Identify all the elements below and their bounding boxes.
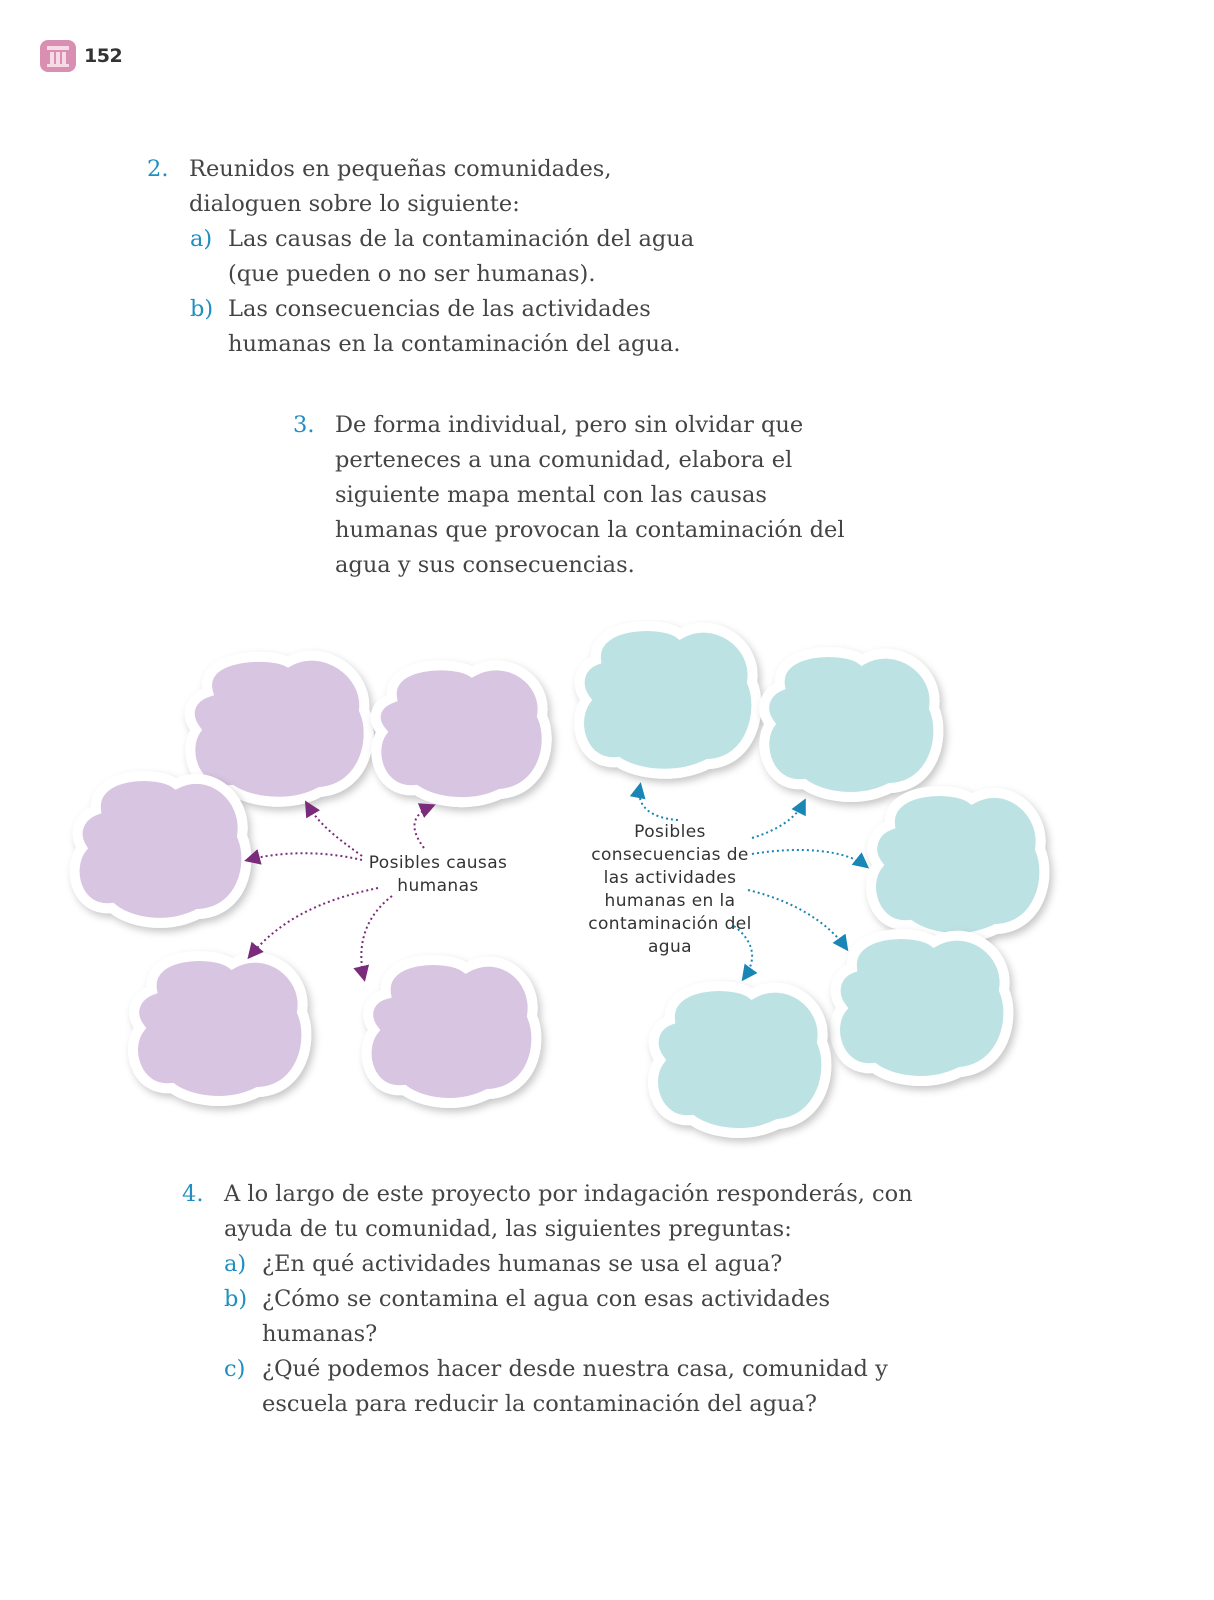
page-number: 152 <box>84 45 123 67</box>
subitem-text-line: Las causas de la contaminación del agua <box>228 226 695 252</box>
mind-map <box>0 620 1214 1160</box>
consequences-label-line: agua <box>647 937 692 957</box>
item-text-line: ayuda de tu comunidad, las siguientes preguntas: <box>224 1216 792 1242</box>
item-text-line: agua y sus consecuencias. <box>335 552 635 578</box>
pink-glyph-icon <box>40 40 76 72</box>
consequence-cloud-2[interactable] <box>764 652 938 797</box>
subitem-letter: a) <box>224 1251 247 1277</box>
consequence-cloud-1[interactable] <box>579 626 756 774</box>
item-text-line: Reunidos en pequeñas comunidades, <box>189 156 612 182</box>
subitem-letter: b) <box>224 1286 248 1312</box>
subitem-text-line: humanas? <box>262 1321 378 1347</box>
subitem-letter: c) <box>224 1356 246 1382</box>
item-number: 3. <box>293 412 315 438</box>
subitem-text-line: escuela para reducir la contaminación del agua? <box>262 1391 817 1417</box>
cause-cloud-2[interactable] <box>376 665 547 802</box>
subitem-text-line: ¿Qué podemos hacer desde nuestra casa, comunidad y <box>262 1356 888 1382</box>
page-header <box>40 40 122 72</box>
consequences-label-line: humanas en la <box>604 891 736 911</box>
consequences-label-line: Posibles <box>634 822 706 842</box>
item-text-line: perteneces a una comunidad, elabora el <box>335 447 793 473</box>
subitem-letter: a) <box>190 226 213 252</box>
causes-label-line: humanas <box>397 876 479 896</box>
subitem-text-line: (que pueden o no ser humanas). <box>228 261 596 287</box>
subitem-text-line: humanas en la contaminación del agua. <box>228 331 681 357</box>
consequences-label-line: las actividades <box>603 868 737 888</box>
item-text-line: humanas que provocan la contaminación del <box>335 517 845 543</box>
item-text-line: siguiente mapa mental con las causas <box>335 482 767 508</box>
cause-cloud-3[interactable] <box>75 776 247 923</box>
subitem-text-line: ¿En qué actividades humanas se usa el agua? <box>262 1251 783 1277</box>
subitem-text-line: ¿Cómo se contamina el agua con esas actividades <box>262 1286 831 1312</box>
cause-cloud-4[interactable] <box>133 956 306 1101</box>
subitem-letter: b) <box>190 296 214 322</box>
item-number: 4. <box>182 1181 204 1207</box>
consequence-cloud-3[interactable] <box>871 791 1044 938</box>
consequence-cloud-5[interactable] <box>653 986 826 1133</box>
item-text-line: De forma individual, pero sin olvidar que <box>335 412 804 438</box>
consequences-label <box>578 821 762 959</box>
item-text-line: dialoguen sobre lo siguiente: <box>189 191 520 217</box>
consequences-label-line: consecuencias de <box>591 845 749 865</box>
consequences-label-line: contaminación del <box>588 914 752 934</box>
causes-label-line: Posibles causas <box>368 853 508 873</box>
causes-label <box>360 852 516 898</box>
consequence-cloud-4[interactable] <box>835 934 1008 1081</box>
item-text-line: A lo largo de este proyecto por indagación responderás, con <box>224 1181 913 1207</box>
subitem-text-line: Las consecuencias de las actividades <box>228 296 651 322</box>
cause-cloud-5[interactable] <box>367 960 537 1103</box>
item-number: 2. <box>147 156 169 182</box>
